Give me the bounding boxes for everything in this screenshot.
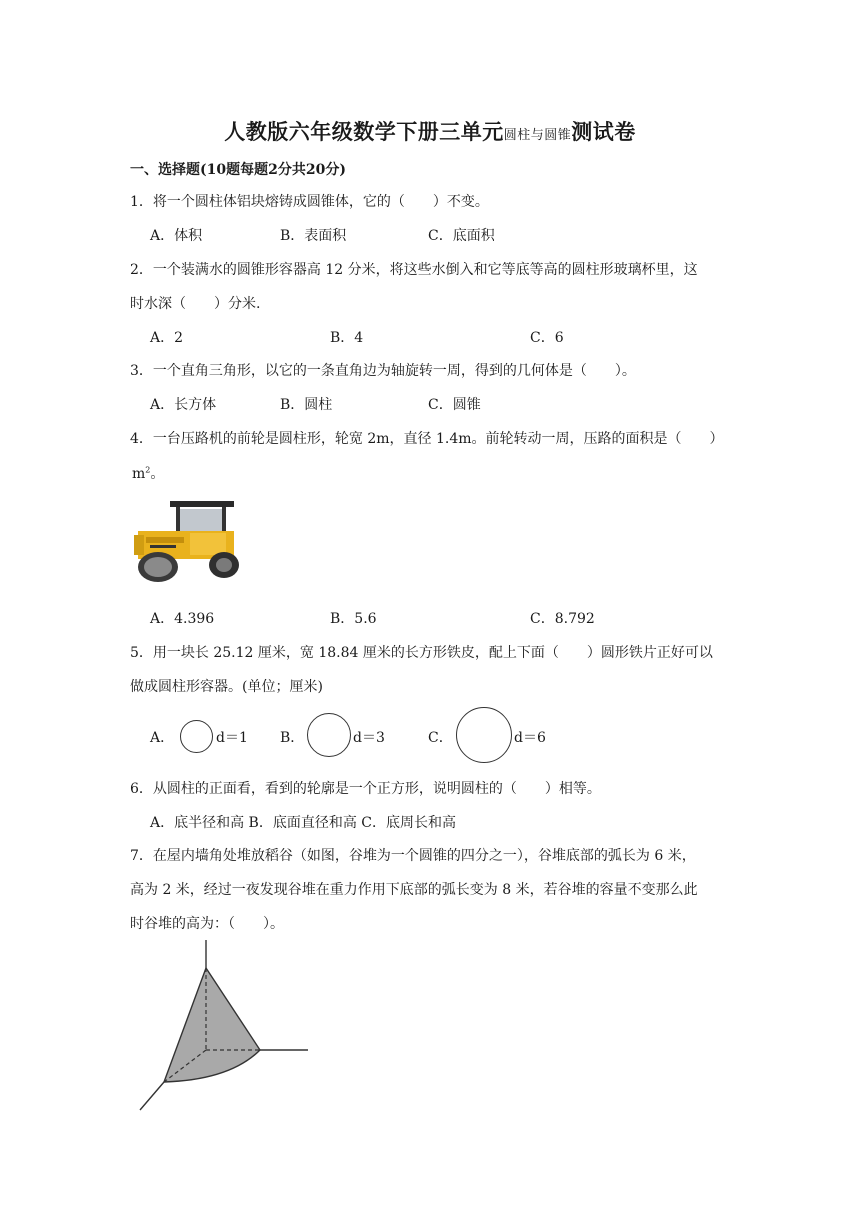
q5-label-d6: d＝6	[514, 730, 546, 746]
q3-option-c: C．圆锥	[428, 397, 481, 413]
question-2-line-2: 时水深（ ）分米.	[130, 296, 261, 312]
q5-option-c: C．	[428, 730, 453, 746]
title-end: 测试卷	[571, 119, 636, 144]
q4-unit-exponent: 2	[145, 465, 151, 475]
q4-option-b: B．5.6	[330, 611, 377, 627]
q4-unit: m	[132, 466, 146, 482]
question-4-line-1: 4．一台压路机的前轮是圆柱形，轮宽 2m，直径 1.4m。前轮转动一周，压路的面积是（ ）	[130, 431, 724, 447]
q1-option-a: A．体积	[150, 228, 203, 244]
q5-label-d1: d＝1	[216, 730, 248, 746]
circle-d1-icon	[180, 720, 213, 753]
q3-option-a: A．长方体	[150, 397, 217, 413]
q5-option-b: B．	[280, 730, 305, 746]
q5-option-a: A．	[150, 730, 175, 746]
q4-option-c: C．8.792	[530, 611, 595, 627]
q4-line-end: 。	[150, 466, 165, 482]
title-subtopic: 圆柱与圆锥	[503, 128, 572, 143]
q4-option-a: A．4.396	[150, 611, 215, 627]
q1-option-b: B．表面积	[280, 228, 347, 244]
page-title	[0, 116, 860, 146]
q2-option-a: A．2	[150, 330, 184, 346]
circle-d3-icon	[307, 713, 351, 757]
question-1: 1．将一个圆柱体铝块熔铸成圆锥体，它的（ ）不变。	[130, 194, 489, 210]
grain-pile-figure	[130, 940, 320, 1115]
question-5-line-1: 5．用一块长 25.12 厘米，宽 18.84 厘米的长方形铁皮，配上下面（ ）圆形铁片正好可以	[130, 645, 713, 661]
section-heading: 一、选择题(10题每题2分共20分)	[130, 162, 346, 178]
question-6: 6．从圆柱的正面看，看到的轮廓是一个正方形，说明圆柱的（ ）相等。	[130, 781, 601, 797]
circle-d6-icon	[456, 707, 512, 763]
q3-option-b: B．圆柱	[280, 397, 333, 413]
road-roller-image	[130, 497, 246, 589]
q5-label-d3: d＝3	[353, 730, 385, 746]
q2-option-c: C．6	[530, 330, 564, 346]
title-main: 人教版六年级数学下册三单元	[224, 119, 504, 144]
question-4-line-2	[132, 463, 164, 483]
question-7-line-1: 7．在屋内墙角处堆放稻谷（如图，谷堆为一个圆锥的四分之一），谷堆底部的弧长为 6 米，	[130, 848, 696, 864]
q2-option-b: B．4	[330, 330, 364, 346]
question-2-line-1: 2．一个装满水的圆锥形容器高 12 分米，将这些水倒入和它等底等高的圆柱形玻璃杯里，这	[130, 262, 698, 278]
q1-option-c: C．底面积	[428, 228, 495, 244]
question-7-line-2: 高为 2 米，经过一夜发现谷堆在重力作用下底部的弧长变为 8 米，若谷堆的容量不变那么此	[130, 882, 698, 898]
question-3: 3．一个直角三角形，以它的一条直角边为轴旋转一周，得到的几何体是（ ）。	[130, 363, 636, 379]
question-5-line-2: 做成圆柱形容器。(单位；厘米)	[130, 679, 323, 695]
question-7-line-3: 时谷堆的高为：（ ）。	[130, 916, 284, 932]
q6-options: A．底半径和高 B．底面直径和高 C．底周长和高	[150, 815, 457, 831]
